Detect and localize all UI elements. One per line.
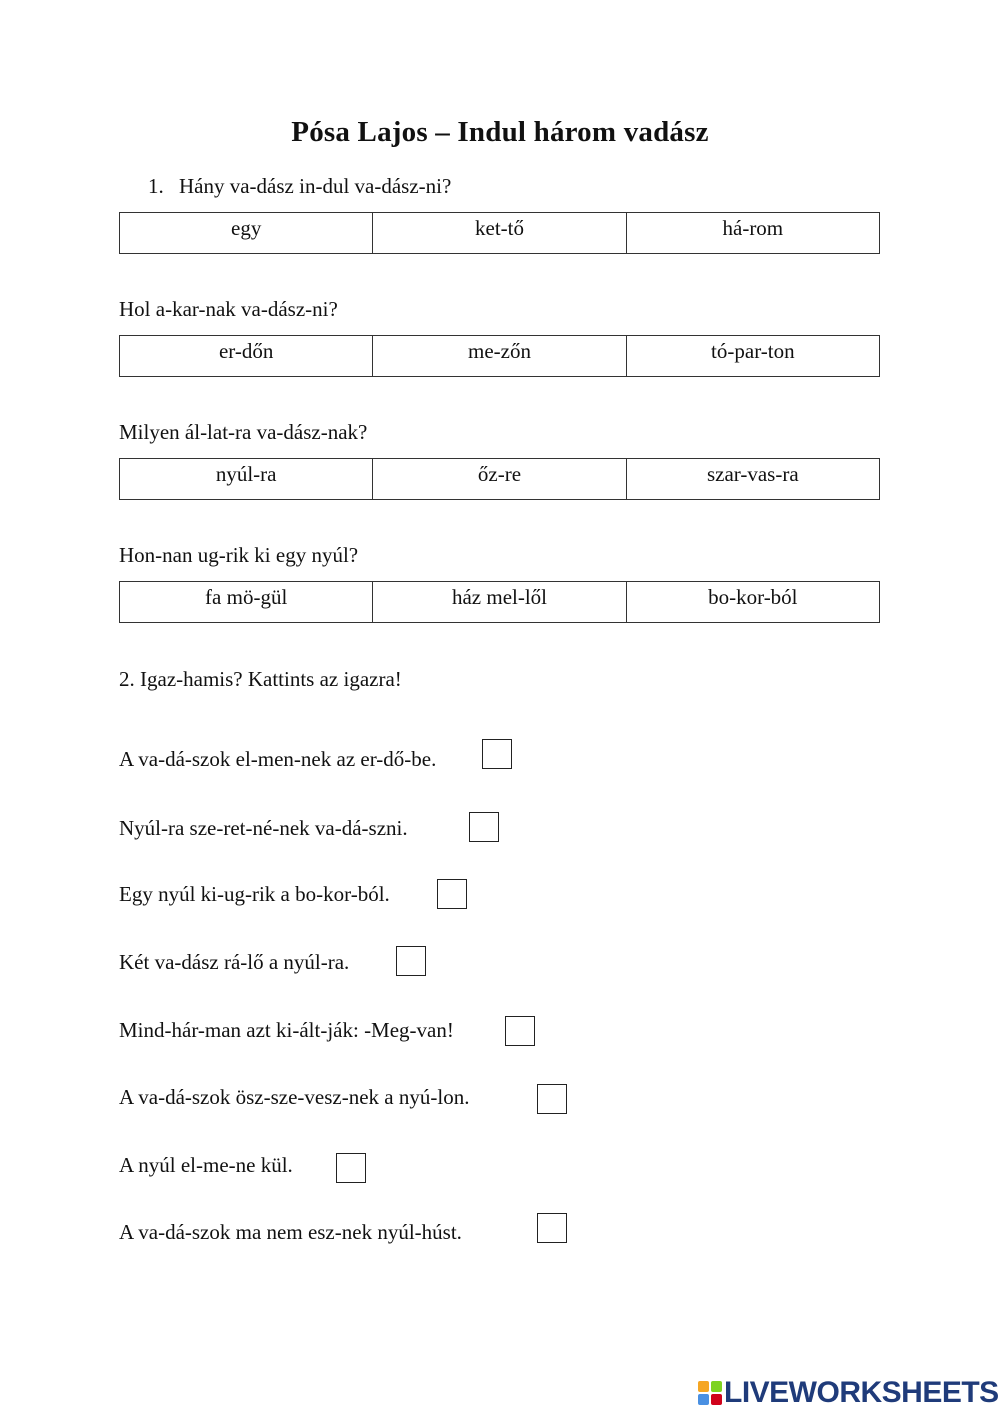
statement-text: Nyúl-ra sze-ret-né-nek va-dá-szni. — [119, 816, 408, 840]
answer-option[interactable]: ket-tő — [373, 213, 626, 254]
answer-option[interactable]: fa mö-gül — [120, 582, 373, 623]
logo-square — [698, 1394, 709, 1405]
answer-table-2 — [119, 335, 880, 377]
section-2-heading: 2. Igaz-hamis? Kattints az igazra! — [119, 667, 402, 691]
answer-option[interactable]: bo-kor-ból — [626, 582, 879, 623]
statement-text: A va-dá-szok ma nem esz-nek nyúl-húst. — [119, 1220, 462, 1244]
statement-text: A va-dá-szok el-men-nek az er-dő-be. — [119, 747, 437, 771]
answer-option[interactable]: szar-vas-ra — [626, 459, 879, 500]
answer-option[interactable]: nyúl-ra — [120, 459, 373, 500]
answer-table-3 — [119, 458, 880, 500]
question-3-label: Milyen ál-lat-ra va-dász-nak? — [119, 420, 368, 444]
question-2-label: Hol a-kar-nak va-dász-ni? — [119, 297, 338, 321]
answer-option[interactable]: me-zőn — [373, 336, 626, 377]
statement-text: Két va-dász rá-lő a nyúl-ra. — [119, 950, 350, 974]
statement-checkbox[interactable] — [469, 812, 499, 842]
answer-option[interactable]: őz-re — [373, 459, 626, 500]
question-1-text — [148, 174, 451, 198]
question-number: 1. — [148, 174, 164, 198]
statement-checkbox[interactable] — [396, 946, 426, 976]
statement-text: Egy nyúl ki-ug-rik a bo-kor-ból. — [119, 882, 390, 906]
answer-option[interactable]: egy — [120, 213, 373, 254]
liveworksheets-logo — [698, 1376, 999, 1410]
logo-text: LIVEWORKSHEETS — [724, 1376, 999, 1409]
answer-option[interactable]: ház mel-lől — [373, 582, 626, 623]
answer-table-4 — [119, 581, 880, 623]
answer-option[interactable]: tó-par-ton — [626, 336, 879, 377]
answer-table-1 — [119, 212, 880, 254]
logo-mark-icon — [698, 1381, 722, 1405]
question-4-label: Hon-nan ug-rik ki egy nyúl? — [119, 543, 359, 567]
logo-square — [711, 1394, 722, 1405]
statement-text: A nyúl el-me-ne kül. — [119, 1153, 293, 1177]
statement-checkbox[interactable] — [537, 1084, 567, 1114]
logo-square — [698, 1381, 709, 1392]
statement-checkbox[interactable] — [537, 1213, 567, 1243]
page-title: Pósa Lajos – Indul három vadász — [291, 116, 709, 148]
statement-checkbox[interactable] — [336, 1153, 366, 1183]
statement-text: A va-dá-szok ösz-sze-vesz-nek a nyú-lon. — [119, 1085, 470, 1109]
statement-checkbox[interactable] — [437, 879, 467, 909]
answer-option[interactable]: há-rom — [626, 213, 879, 254]
statement-text: Mind-hár-man azt ki-ált-ják: -Meg-van! — [119, 1018, 454, 1042]
logo-square — [711, 1381, 722, 1392]
answer-option[interactable]: er-dőn — [120, 336, 373, 377]
statement-checkbox[interactable] — [505, 1016, 535, 1046]
question-1-label: Hány va-dász in-dul va-dász-ni? — [179, 174, 452, 198]
statement-checkbox[interactable] — [482, 739, 512, 769]
